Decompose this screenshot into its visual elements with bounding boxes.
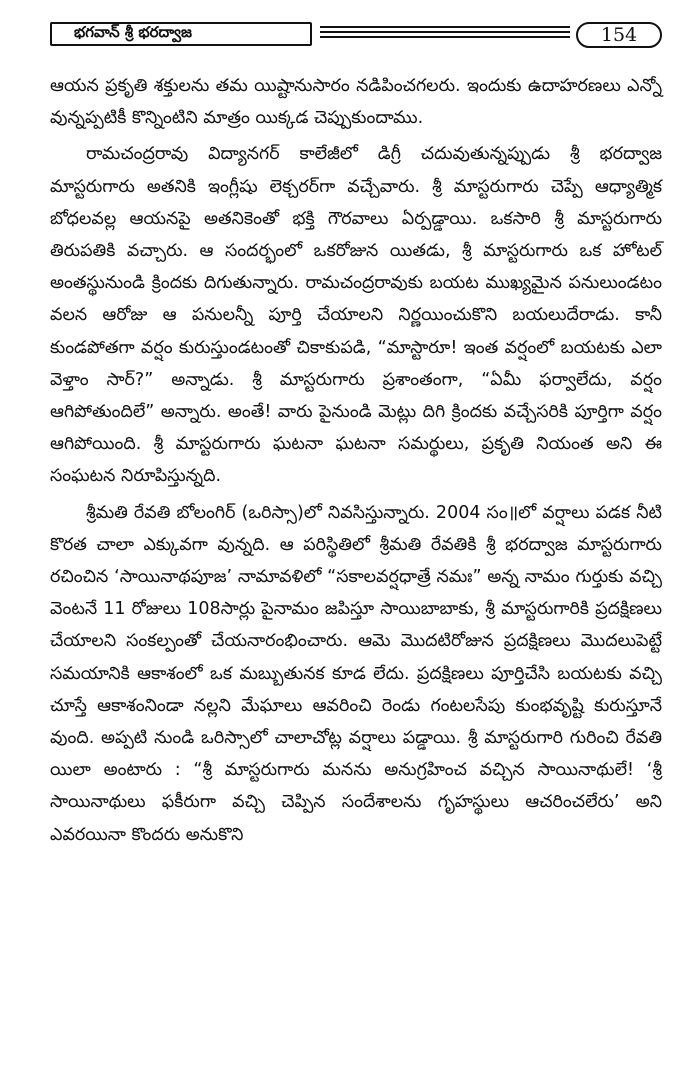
paragraph-3: శ్రీమతి రేవతి బోలంగిర్ (ఒరిస్సా)లో నివసిస్తున్నారు. 2004 సం॥లో వర్షాలు పడక నీటి కొరత చాలా ఎక్కువగా వున్నది. ఆ పరిస్థితిలో శ్రీమతి రేవతికి శ్రీ భరద్వాజ మాస్టరుగారు రచించిన ‘సాయినాథపూజ’ నామావళిలో “సకాలవర్షధాత్రే నమః” అన్న నామం గుర్తుకు వచ్చి వెంటనే 11 రోజులు 108సార్లు పైనామం జపిస్తూ సాయిబాబాకు, శ్రీ మాస్టరుగారికి ప్రదక్షిణలు చేయాలని సంకల్పంతో చేయనారంభించారు. ఆమె మొదటిరోజున ప్రదక్షిణలు మొదలుపెట్టే సమయానికి ఆకాశంలో ఒక మబ్బుతునక కూడ లేదు. ప్రదక్షిణలు పూర్తిచేసి బయటకు వచ్చి చూస్తే ఆకాశంనిండా నల్లని మేఘాలు ఆవరించి రెండు గంటలసేపు కుంభవృష్టి కురుస్తూనే వుంది. అప్పటి నుండి ఒరిస్సాలో చాలాచోట్ల వర్షాలు పడ్డాయి. శ్రీ మాస్టరుగారి గురించి రేవతి యిలా అంటారు : “శ్రీ మాస్టరుగారు మనను అనుగ్రహించ వచ్చిన సాయినాథులే! ‘శ్రీ సాయినాథులు ఫకీరుగా వచ్చి చెప్పిన సందేశాలను గృహస్థులు ఆచరించలేరు’ అని ఎవరయినా కొందరు అనుకొని [50,502,662,845]
page-number: 154 [576,22,662,48]
page-body [50,70,662,855]
header-rule [320,26,570,41]
page-header [50,22,662,50]
paragraph-2: రామచంద్రరావు విద్యానగర్ కాలేజీలో డిగ్రీ చదువుతున్నప్పుడు శ్రీ భరద్వాజ మాస్టరుగారు అతనికి ఇంగ్లీషు లెక్చరర్‌గా వచ్చేవారు. శ్రీ మాస్టరుగారు చెప్పే ఆధ్యాత్మిక బోధలవల్ల ఆయనపై అతనికెంతో భక్తి గౌరవాలు ఏర్పడ్డాయి. ఒకసారి శ్రీ మాస్టరుగారు తిరుపతికి వచ్చారు. ఆ సందర్భంలో ఒకరోజున యితడు, శ్రీ మాస్టరుగారు ఒక హోటల్ అంతస్థునుండి క్రిందకు దిగుతున్నారు. రామచంద్రరావుకు బయట ముఖ్యమైన పనులుండటం వలన ఆరోజు ఆ పనులన్నీ పూర్తి చేయాలని నిర్ణయించుకొని బయలుదేరాడు. కానీ కుండపోతగా వర్షం కురుస్తుండటంతో చికాకుపడి, “మాస్టారూ! ఇంత వర్షంలో బయటకు ఎలా వెళ్తాం సార్?” అన్నాడు. శ్రీ మాస్టరుగారు ప్రశాంతంగా, “ఏమీ ఫర్వాలేదు, వర్షం ఆగిపోతుందిలే” అన్నారు. అంతే! వారు పైనుండి మెట్లు దిగి క్రిందకు వచ్చేసరికి పూర్తిగా వర్షం ఆగిపోయింది. శ్రీ మాస్టరుగారు ఘటనా ఘటనా సమర్థులు, ప్రకృతి నియంత అని ఈ సంఘటన నిరూపిస్తున్నది. [50,144,662,487]
running-title: భగవాన్ శ్రీ భరద్వాజ [50,22,312,46]
paragraph-1: ఆయన ప్రకృతి శక్తులను తమ యిష్టానుసారం నడిపించగలరు. ఇందుకు ఉదాహరణలు ఎన్నో వున్నప్పటికీ కొన్నింటిని మాత్రం యిక్కడ చెప్పుకుందాము. [50,76,662,129]
